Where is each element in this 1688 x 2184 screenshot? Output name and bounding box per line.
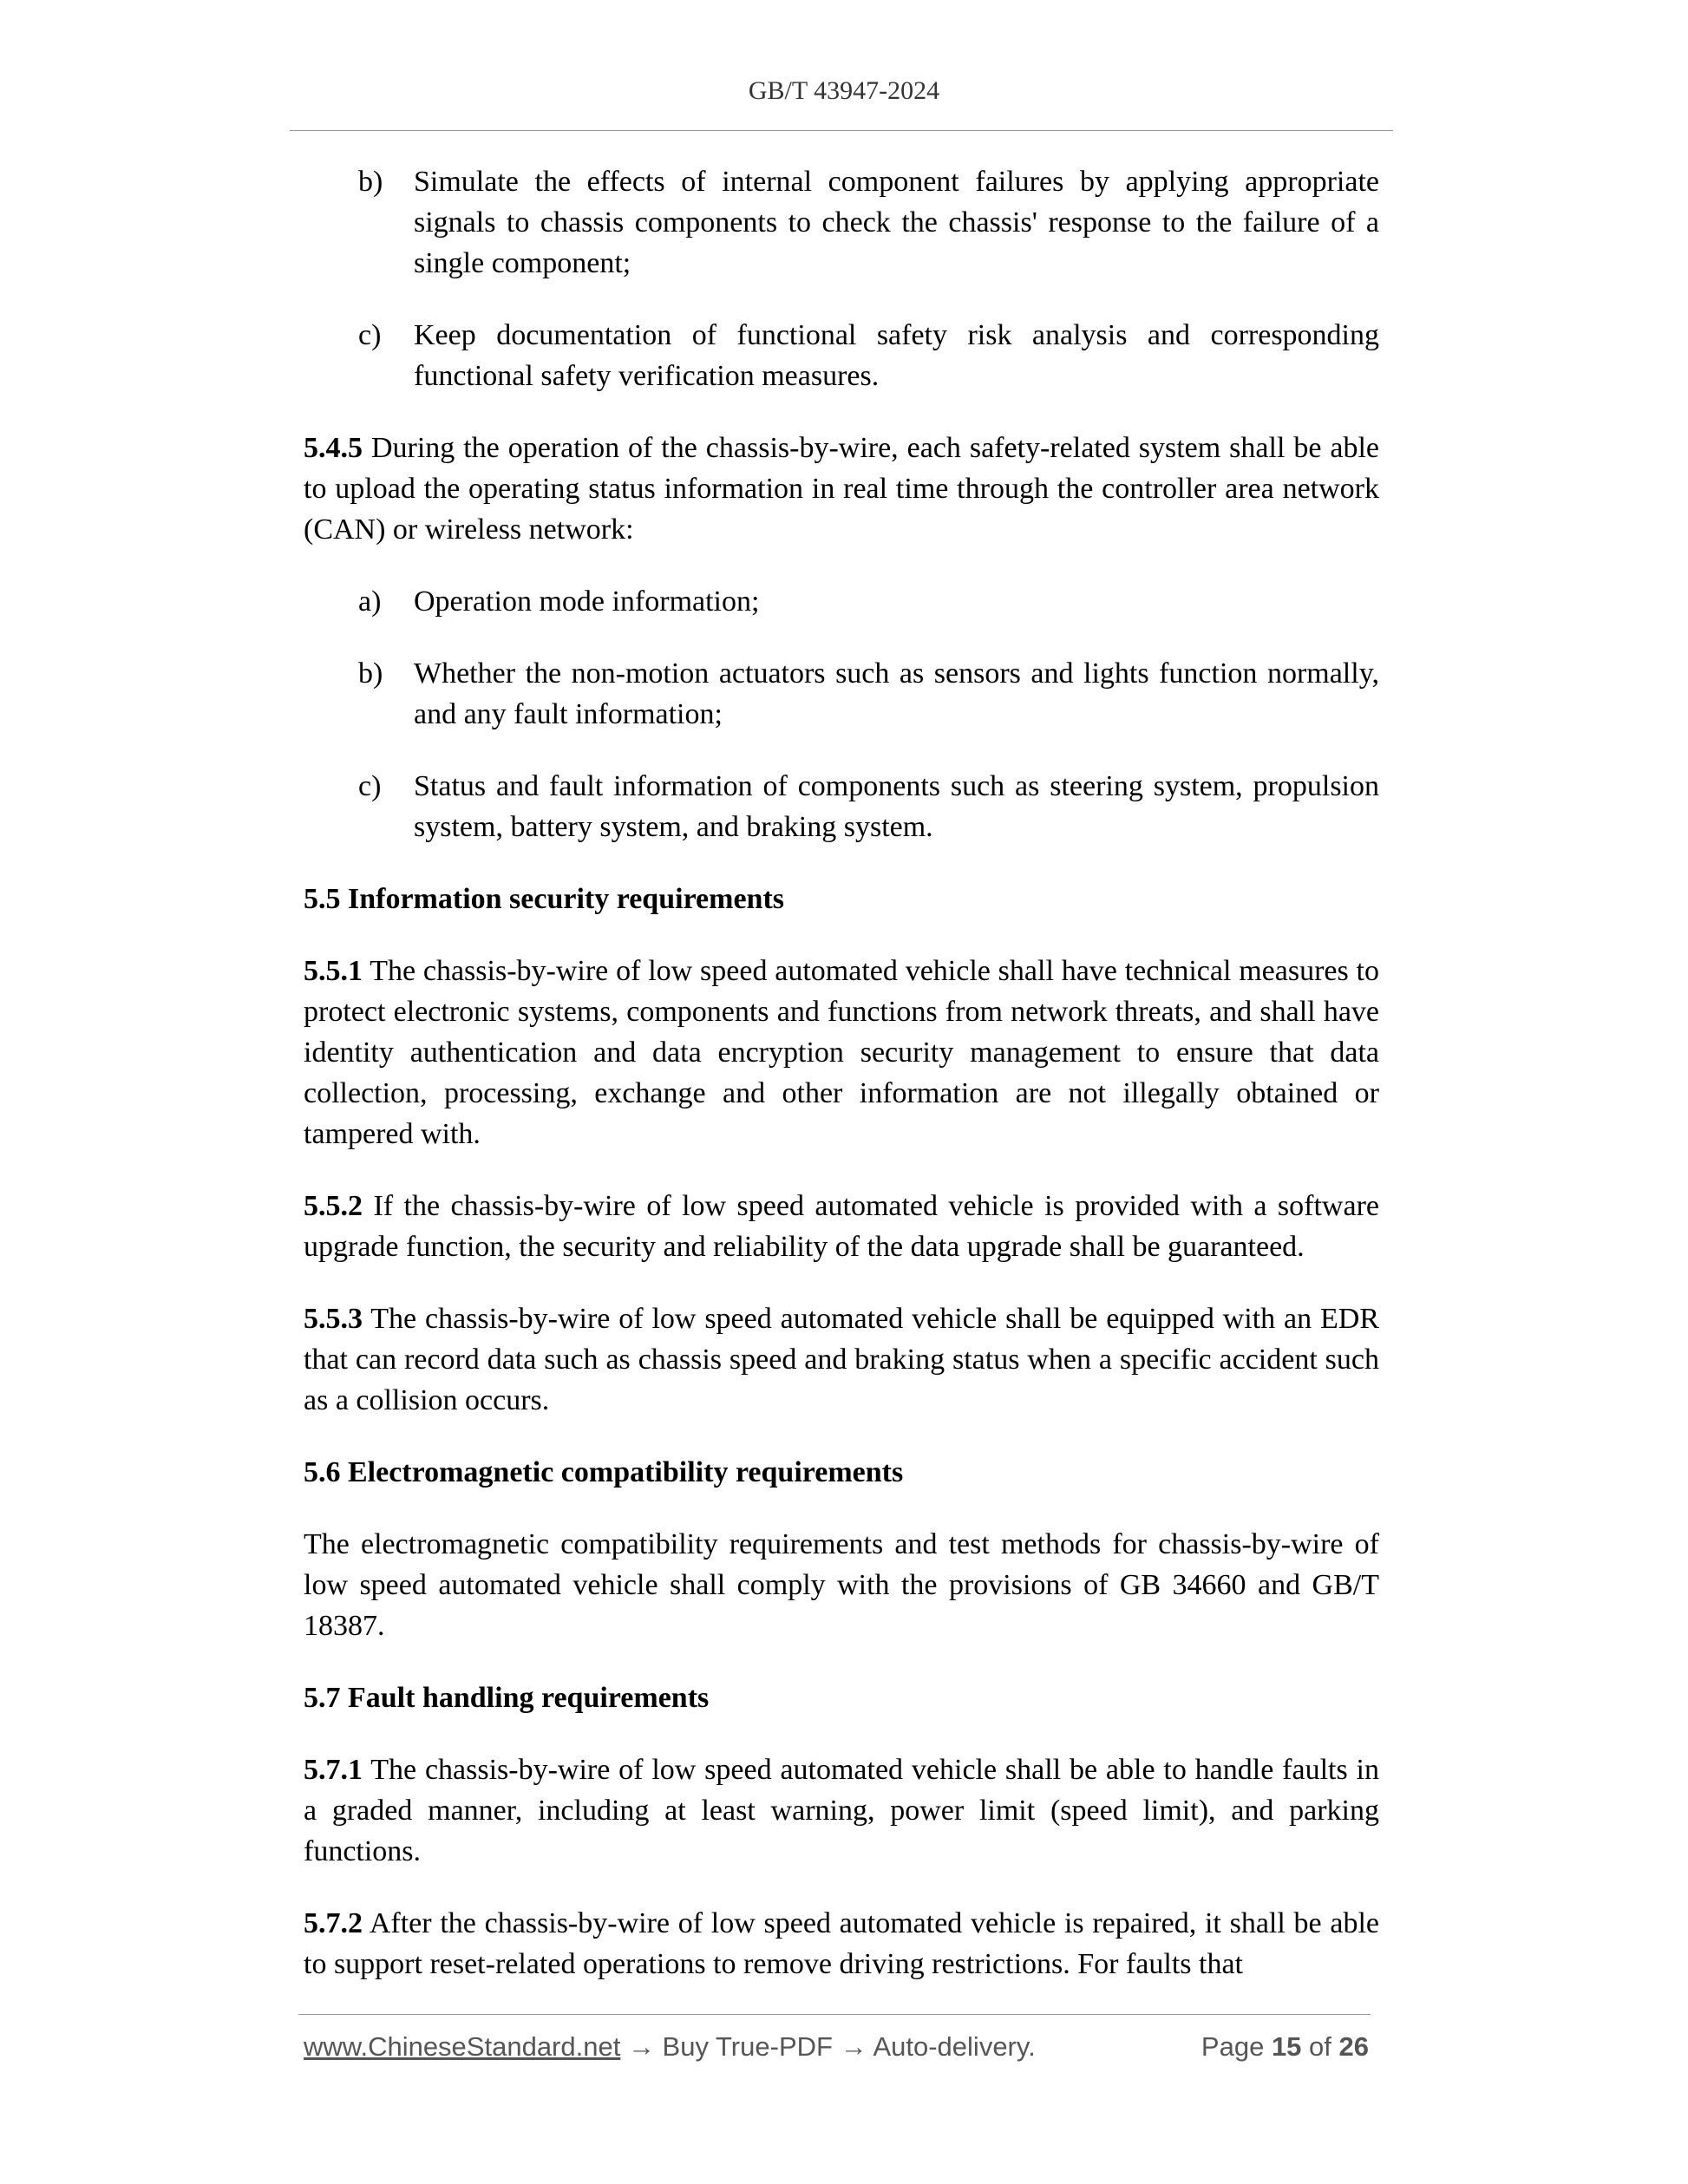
page-header-title: GB/T 43947-2024 [748,76,940,105]
header-divider [290,130,1393,131]
clause-number: 5.5.1 [304,955,363,987]
clause-number: 5.7.2 [304,1907,363,1939]
clause-text: During the operation of the chassis-by-wire, each safety-related system shall be able to upload the operating status information in real time through the controller area network (CAN) or wireless network: [304,432,1379,546]
list-item [304,766,1379,847]
section-heading-5-6: 5.6 Electromagnetic compatibility requirements [304,1456,904,1488]
clause-5-7-2 [304,1903,1379,1985]
document-body [304,161,1379,2016]
clause-5-5-3 [304,1298,1379,1421]
list-item-text: Whether the non-motion actuators such as sensors and lights function normally, and any fault information; [414,657,1379,730]
page-word: Page [1201,2031,1272,2062]
page-counter [1201,2031,1369,2063]
list-item-label: c) [358,319,382,351]
list-item-label: c) [358,770,382,802]
list-item-text: Operation mode information; [414,585,760,618]
auto-delivery-text: → Auto-delivery. [840,2031,1036,2062]
current-page-number: 15 [1271,2031,1302,2062]
list-item-text: Status and fault information of components such as steering system, propulsion system, battery system, and braking system. [414,770,1379,843]
list-item-text: Keep documentation of functional safety risk analysis and corresponding functional safety verification measures. [414,319,1379,392]
page-footer [304,2031,1369,2070]
list-item-label: a) [358,585,382,618]
of-word: of [1301,2031,1339,2062]
list-item [304,653,1379,735]
clause-number: 5.5.3 [304,1303,363,1335]
clause-text: After the chassis-by-wire of low speed automated vehicle is repaired, it shall be able to support reset-related operations to remove driving restrictions. For faults that [304,1907,1379,1980]
list-item-label: b) [358,657,383,690]
clause-5-5-1 [304,951,1379,1154]
clause-text: The chassis-by-wire of low speed automated vehicle shall be able to handle faults in a graded manner, including at least warning, power limit (speed limit), and parking functions. [304,1754,1379,1867]
list-item [304,581,1379,622]
section-heading-5-5: 5.5 Information security requirements [304,883,785,915]
clause-5-5-2 [304,1186,1379,1267]
buy-pdf-text: → Buy True-PDF [620,2031,841,2062]
list-item-text: Simulate the effects of internal component failures by applying appropriate signals to chassis components to check the chassis' response to the failure of a single component; [414,166,1379,279]
list-item-label: b) [358,166,383,198]
list-item [304,161,1379,284]
clause-number: 5.4.5 [304,432,363,464]
section-heading-5-7: 5.7 Fault handling requirements [304,1682,710,1714]
section-5-6-text: The electromagnetic compatibility requirements and test methods for chassis-by-wire of low speed automated vehicle shall comply with the provisions of GB 34660 and GB/T 18387. [304,1528,1379,1642]
footer-promo [304,2031,1036,2063]
clause-number: 5.5.2 [304,1190,363,1222]
list-item [304,315,1379,396]
clause-5-7-1 [304,1749,1379,1872]
footer-divider [298,2014,1371,2015]
clause-text: If the chassis-by-wire of low speed automated vehicle is provided with a software upgrade function, the security and reliability of the data upgrade shall be guaranteed. [304,1190,1379,1263]
clause-text: The chassis-by-wire of low speed automated vehicle shall have technical measures to protect electronic systems, components and functions from network threats, and shall have identity authentication and data encryption security management to ensure that data collection, processing, exchange and other information are not illegally obtained or tampered with. [304,955,1379,1150]
total-pages-number: 26 [1338,2031,1369,2062]
website-link[interactable]: www.ChineseStandard.net [304,2031,621,2062]
clause-number: 5.7.1 [304,1754,363,1786]
clause-text: The chassis-by-wire of low speed automated vehicle shall be equipped with an EDR that can record data such as chassis speed and braking status when a specific accident such as a collision occurs. [304,1303,1379,1416]
clause-5-4-5 [304,428,1379,550]
